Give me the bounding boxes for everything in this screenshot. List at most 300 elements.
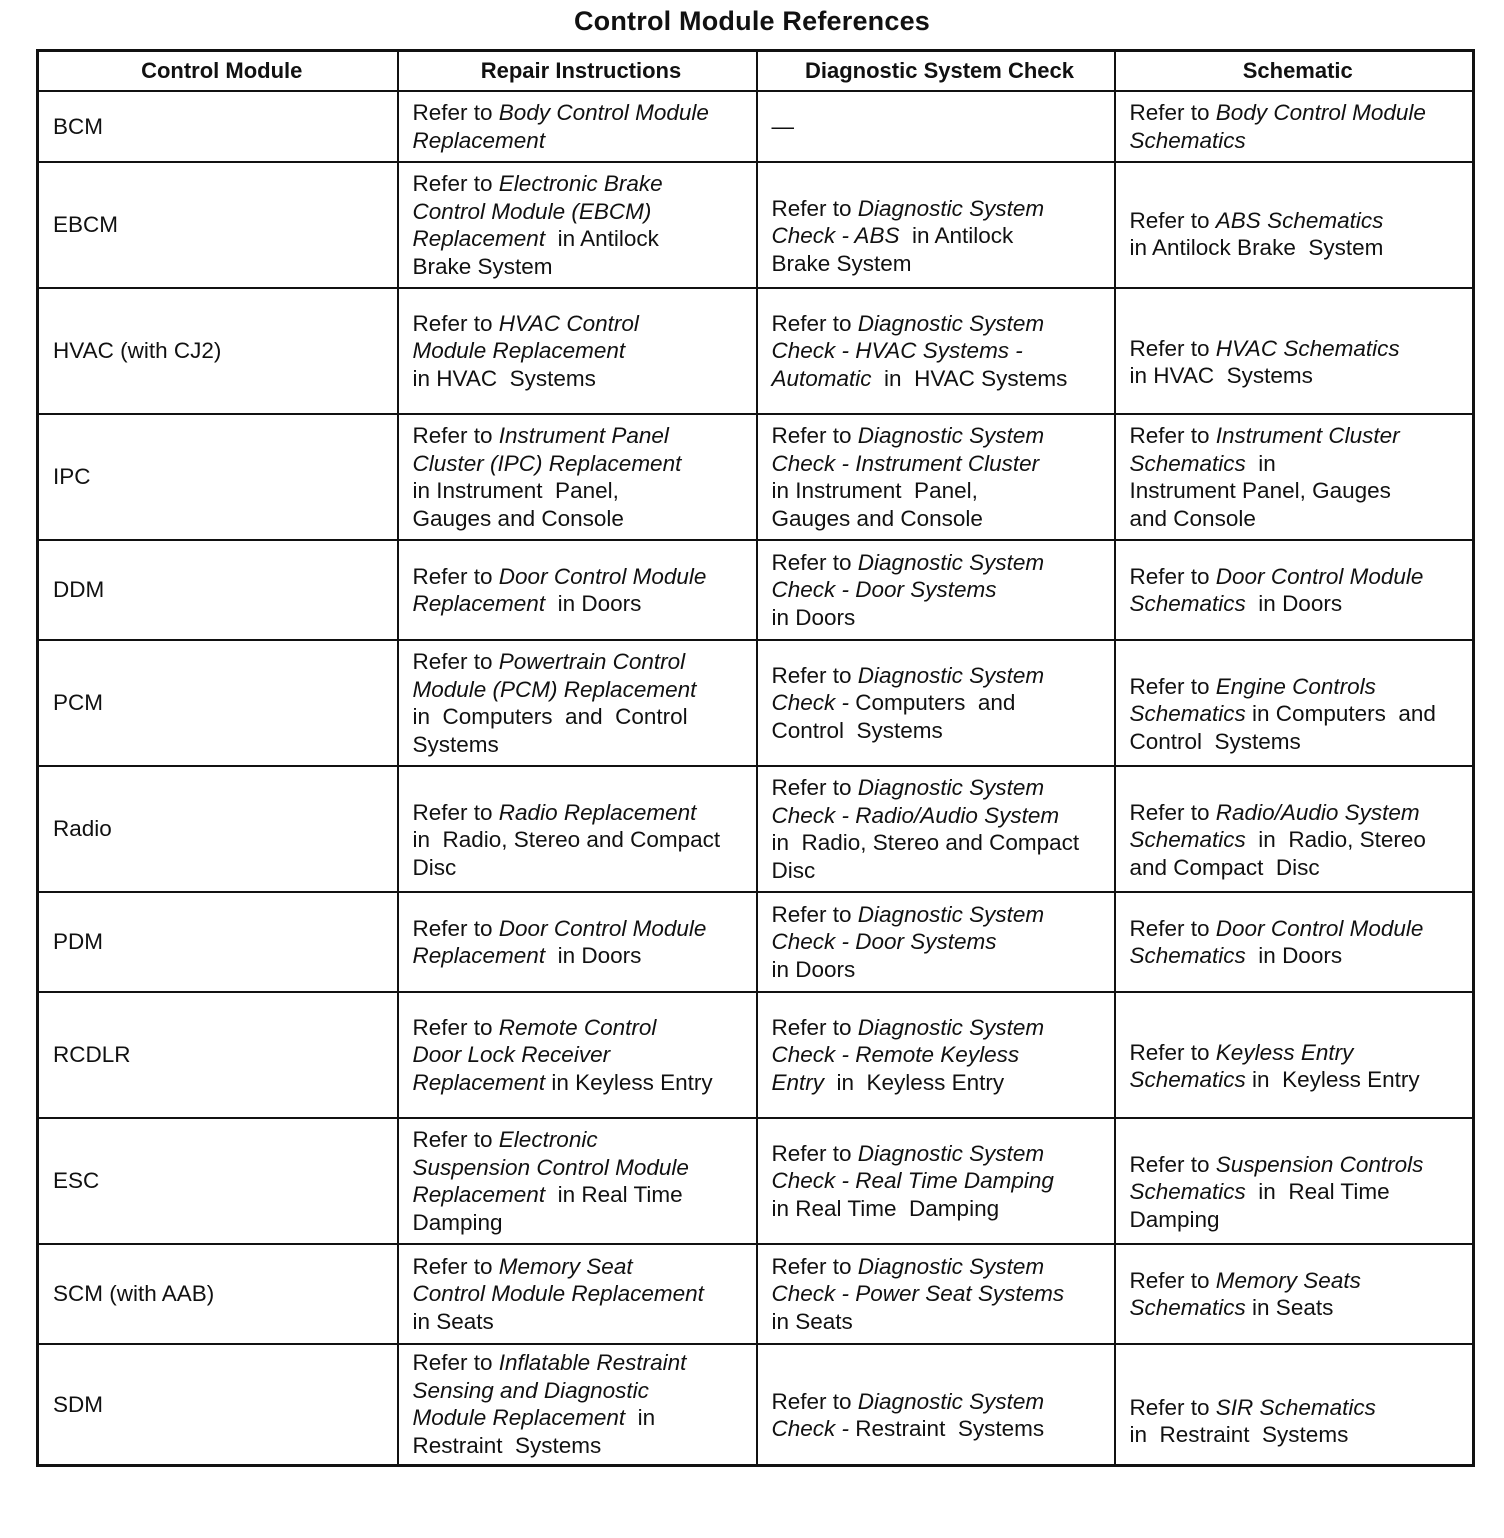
reference-text: Refer to bbox=[412, 1127, 499, 1152]
reference-title: Automatic bbox=[771, 365, 872, 391]
table-row bbox=[38, 1344, 1474, 1465]
reference-text: in Real Time bbox=[1245, 1179, 1390, 1205]
diagnostic-check-cell-line bbox=[772, 422, 1108, 450]
reference-title: Check - HVAC Systems - bbox=[771, 338, 1023, 364]
reference-text: in Radio, Stereo and Compact bbox=[771, 830, 1080, 855]
repair-instructions-cell-line bbox=[413, 365, 750, 393]
control-module-cell: EBCM bbox=[38, 162, 398, 288]
schematic-cell bbox=[1115, 766, 1474, 892]
table-row bbox=[38, 288, 1474, 414]
table-row bbox=[38, 766, 1474, 892]
repair-instructions-cell-line bbox=[413, 1069, 750, 1097]
diagnostic-check-cell bbox=[757, 162, 1115, 288]
schematic-cell-line bbox=[1130, 1039, 1467, 1067]
diagnostic-check-cell-line bbox=[772, 1069, 1108, 1097]
repair-instructions-cell-line bbox=[413, 422, 750, 450]
reference-text: Refer to bbox=[412, 100, 499, 125]
schematic-cell-line bbox=[1130, 1294, 1467, 1322]
reference-title: Check - bbox=[771, 1416, 856, 1442]
reference-title: ABS Schematics bbox=[1215, 207, 1384, 233]
repair-instructions-cell-line bbox=[413, 127, 750, 155]
reference-text: Refer to bbox=[412, 563, 499, 589]
repair-instructions-cell-line bbox=[413, 198, 750, 226]
reference-title: Replacement bbox=[412, 226, 546, 251]
reference-title: Engine Controls bbox=[1215, 673, 1376, 699]
reference-text: Refer to bbox=[412, 1253, 499, 1279]
header-schematic: Schematic bbox=[1115, 51, 1474, 92]
schematic-cell bbox=[1115, 992, 1474, 1118]
schematic-cell-line bbox=[1130, 127, 1467, 155]
reference-title: Replacement bbox=[412, 127, 546, 153]
reference-title: Diagnostic System bbox=[857, 901, 1045, 927]
reference-text: Refer to bbox=[412, 310, 499, 336]
reference-title: Inflatable Restraint bbox=[498, 1350, 687, 1376]
reference-text: in Keyless Entry bbox=[824, 1069, 1005, 1095]
reference-title: Replacement bbox=[412, 1069, 546, 1095]
schematic-cell bbox=[1115, 1244, 1474, 1344]
reference-title: Replacement bbox=[412, 943, 546, 968]
reference-text: Refer to bbox=[1129, 563, 1216, 589]
schematic-cell-line bbox=[1130, 942, 1467, 970]
schematic-cell bbox=[1115, 640, 1474, 766]
reference-text: Refer to bbox=[771, 901, 858, 927]
reference-title: Module (PCM) Replacement bbox=[412, 676, 697, 702]
repair-instructions-cell bbox=[398, 1244, 757, 1344]
diagnostic-check-cell bbox=[757, 1244, 1115, 1344]
control-module-cell: ESC bbox=[38, 1118, 398, 1244]
reference-text: in Instrument Panel, bbox=[771, 478, 978, 503]
reference-title: Body Control Module bbox=[498, 100, 709, 125]
diagnostic-check-cell-line bbox=[772, 901, 1108, 929]
reference-title: Schematics bbox=[1129, 1295, 1246, 1320]
reference-title: Electronic bbox=[498, 1127, 598, 1152]
repair-instructions-cell-line bbox=[413, 1126, 750, 1154]
reference-text: Refer to bbox=[1129, 799, 1216, 825]
schematic-cell-line bbox=[1130, 207, 1467, 235]
page-title: Control Module References bbox=[573, 6, 931, 36]
diagnostic-check-cell-line bbox=[772, 1014, 1108, 1042]
diagnostic-check-cell-line bbox=[772, 195, 1108, 223]
reference-text: Refer to bbox=[771, 423, 858, 448]
reference-title: Control Module (EBCM) bbox=[412, 198, 652, 224]
reference-title: Door Lock Receiver bbox=[412, 1042, 611, 1068]
schematic-cell bbox=[1115, 288, 1474, 414]
reference-text: Refer to bbox=[412, 649, 499, 674]
diagnostic-check-cell-line bbox=[772, 450, 1108, 478]
reference-text: Refer to bbox=[771, 1014, 858, 1040]
repair-instructions-cell bbox=[398, 288, 757, 414]
schematic-cell-line bbox=[1130, 1267, 1467, 1295]
schematic-cell bbox=[1115, 892, 1474, 992]
reference-title: Diagnostic System bbox=[857, 195, 1045, 221]
reference-text: Refer to bbox=[412, 423, 499, 448]
reference-title: Radio/Audio System bbox=[1215, 799, 1420, 825]
diagnostic-check-cell-line bbox=[772, 1388, 1108, 1416]
reference-title: Memory Seat bbox=[498, 1253, 633, 1279]
repair-instructions-cell-line bbox=[413, 1404, 750, 1432]
reference-title: Memory Seats bbox=[1215, 1267, 1361, 1293]
header-repair-instructions: Repair Instructions bbox=[398, 51, 757, 92]
reference-title: Diagnostic System bbox=[857, 1014, 1045, 1040]
reference-text: in Radio, Stereo bbox=[1245, 827, 1426, 853]
repair-instructions-cell-line bbox=[413, 563, 750, 591]
schematic-cell-line bbox=[1130, 1394, 1467, 1422]
reference-title: Module Replacement bbox=[412, 338, 626, 364]
reference-text: Restraint Systems bbox=[412, 1432, 602, 1458]
reference-title: Diagnostic System bbox=[857, 549, 1045, 575]
schematic-cell-line bbox=[1130, 673, 1467, 701]
reference-text: Refer to bbox=[1129, 1267, 1216, 1293]
reference-title: Suspension Control Module bbox=[412, 1154, 689, 1180]
table-header-row bbox=[38, 51, 1474, 92]
diagnostic-check-cell bbox=[757, 892, 1115, 992]
reference-text: Refer to bbox=[412, 1014, 499, 1040]
reference-text: Refer to bbox=[771, 1388, 858, 1414]
repair-instructions-cell-line bbox=[413, 676, 750, 704]
reference-text: Gauges and Console bbox=[771, 505, 983, 531]
diagnostic-check-cell-line bbox=[772, 956, 1108, 984]
reference-text: in Antilock bbox=[899, 223, 1014, 249]
table-row bbox=[38, 162, 1474, 288]
diagnostic-check-cell bbox=[757, 1344, 1115, 1465]
reference-text: in Instrument Panel, bbox=[412, 478, 619, 503]
diagnostic-check-cell-placeholder: — bbox=[771, 113, 794, 139]
reference-text: Refer to bbox=[412, 915, 499, 941]
table-row bbox=[38, 1244, 1474, 1344]
schematic-cell-line bbox=[1130, 563, 1467, 591]
table-row bbox=[38, 414, 1474, 540]
reference-text: in Seats bbox=[771, 1308, 853, 1334]
reference-text: Brake System bbox=[771, 250, 912, 276]
reference-text: and Console bbox=[1129, 505, 1256, 531]
diagnostic-check-cell bbox=[757, 1118, 1115, 1244]
reference-title: Diagnostic System bbox=[857, 1388, 1045, 1414]
schematic-cell-line bbox=[1130, 1066, 1467, 1094]
reference-text: Refer to bbox=[771, 662, 858, 688]
reference-title: Keyless Entry bbox=[1215, 1039, 1354, 1065]
control-module-cell: PCM bbox=[38, 640, 398, 766]
schematic-cell-line bbox=[1130, 1151, 1467, 1179]
reference-text: Damping bbox=[1129, 1206, 1220, 1232]
schematic-cell-line bbox=[1130, 450, 1467, 478]
reference-text: Refer to bbox=[771, 1140, 858, 1166]
table-row bbox=[38, 91, 1474, 162]
reference-text: in bbox=[1245, 450, 1276, 476]
reference-text: in Computers and Control bbox=[412, 704, 688, 729]
reference-text: in Keyless Entry bbox=[1245, 1067, 1420, 1092]
reference-title: Diagnostic System bbox=[857, 775, 1045, 800]
reference-title: Door Control Module bbox=[1215, 915, 1424, 941]
reference-text: Disc bbox=[412, 854, 457, 880]
reference-text: Refer to bbox=[771, 549, 858, 575]
reference-text: in Antilock Brake System bbox=[1129, 235, 1384, 260]
control-module-cell: SCM (with AAB) bbox=[38, 1244, 398, 1344]
reference-title: Remote Control bbox=[498, 1014, 657, 1040]
schematic-cell-line bbox=[1130, 362, 1467, 390]
header-control-module: Control Module bbox=[38, 51, 398, 92]
reference-text: Brake System bbox=[412, 253, 553, 279]
table-row bbox=[38, 1118, 1474, 1244]
reference-title: Electronic Brake bbox=[498, 171, 663, 196]
reference-text: in HVAC Systems bbox=[412, 365, 596, 391]
repair-instructions-cell bbox=[398, 162, 757, 288]
reference-text: Instrument Panel, Gauges bbox=[1129, 478, 1391, 503]
reference-title: Check - Door Systems bbox=[771, 577, 997, 603]
repair-instructions-cell-line bbox=[413, 310, 750, 338]
reference-text: in Keyless Entry bbox=[545, 1069, 713, 1095]
repair-instructions-cell-line bbox=[413, 1432, 750, 1460]
schematic-cell-line bbox=[1130, 728, 1467, 756]
reference-text: Control Systems bbox=[1129, 728, 1301, 754]
reference-title: Schematics bbox=[1129, 127, 1246, 153]
schematic-cell bbox=[1115, 1118, 1474, 1244]
repair-instructions-cell bbox=[398, 1118, 757, 1244]
reference-title: Schematics bbox=[1129, 943, 1246, 968]
reference-title: Entry bbox=[771, 1069, 825, 1095]
diagnostic-check-cell-line bbox=[772, 337, 1108, 365]
reference-title: Instrument Cluster bbox=[1215, 423, 1400, 448]
reference-text: Damping bbox=[412, 1209, 503, 1235]
reference-title: Instrument Panel bbox=[498, 423, 669, 448]
reference-text: Refer to bbox=[771, 195, 858, 221]
schematic-cell bbox=[1115, 1344, 1474, 1465]
diagnostic-check-cell-line bbox=[772, 576, 1108, 604]
diagnostic-check-cell-line bbox=[772, 1253, 1108, 1281]
diagnostic-check-cell-line bbox=[772, 1167, 1108, 1195]
reference-title: HVAC Schematics bbox=[1215, 335, 1400, 361]
diagnostic-check-cell bbox=[757, 540, 1115, 640]
reference-text: Refer to bbox=[412, 1350, 499, 1376]
reference-title: Check - Radio/Audio System bbox=[771, 802, 1060, 828]
reference-title: Check - bbox=[771, 450, 856, 476]
reference-text: in Antilock bbox=[545, 226, 659, 251]
repair-instructions-cell-line bbox=[413, 915, 750, 943]
reference-title: Door Control Module bbox=[498, 915, 707, 941]
reference-title: Replacement bbox=[412, 1182, 546, 1207]
reference-title: Diagnostic System bbox=[857, 423, 1045, 448]
repair-instructions-cell-line bbox=[413, 225, 750, 253]
reference-title: Control Module Replacement bbox=[412, 1281, 704, 1307]
reference-title: HVAC Control bbox=[498, 310, 639, 336]
diagnostic-check-cell-line bbox=[772, 1308, 1108, 1336]
control-module-cell: IPC bbox=[38, 414, 398, 540]
header-diagnostic-system-check: Diagnostic System Check bbox=[757, 51, 1115, 92]
repair-instructions-cell-line bbox=[413, 1209, 750, 1237]
reference-text: in Real Time Damping bbox=[771, 1195, 1000, 1221]
reference-text: Refer to bbox=[1129, 915, 1216, 941]
reference-title: Diagnostic System bbox=[857, 1140, 1045, 1166]
reference-title: Instrument Cluster bbox=[855, 450, 1040, 476]
diagnostic-check-cell-line bbox=[772, 1195, 1108, 1223]
reference-title: Check - Remote Keyless bbox=[771, 1042, 1020, 1068]
reference-title: Check - Power Seat Systems bbox=[771, 1281, 1065, 1307]
reference-text: in Real Time bbox=[545, 1182, 683, 1207]
reference-text: Restraint Systems bbox=[855, 1416, 1045, 1442]
schematic-cell-line bbox=[1130, 700, 1467, 728]
diagnostic-check-cell-line bbox=[772, 1140, 1108, 1168]
reference-text: Disc bbox=[771, 857, 816, 883]
reference-title: Sensing and Diagnostic bbox=[412, 1377, 649, 1403]
reference-text: Computers and bbox=[855, 690, 1016, 716]
reference-title: Suspension Controls bbox=[1215, 1151, 1424, 1177]
diagnostic-check-cell bbox=[757, 91, 1115, 162]
reference-title: Radio Replacement bbox=[498, 799, 697, 825]
reference-text: in Seats bbox=[412, 1308, 494, 1334]
reference-title: SIR Schematics bbox=[1215, 1394, 1376, 1420]
repair-instructions-cell bbox=[398, 640, 757, 766]
control-module-cell: Radio bbox=[38, 766, 398, 892]
reference-text: Gauges and Console bbox=[412, 505, 624, 531]
reference-text: Refer to bbox=[1129, 207, 1216, 233]
repair-instructions-cell bbox=[398, 540, 757, 640]
reference-text: in Radio, Stereo and Compact bbox=[412, 827, 721, 853]
repair-instructions-cell bbox=[398, 766, 757, 892]
reference-text: in HVAC Systems bbox=[1129, 363, 1313, 388]
reference-title: Module Replacement bbox=[412, 1405, 626, 1431]
table-row bbox=[38, 640, 1474, 766]
diagnostic-check-cell bbox=[757, 414, 1115, 540]
repair-instructions-cell-line bbox=[413, 648, 750, 676]
repair-instructions-cell-line bbox=[413, 703, 750, 731]
repair-instructions-cell bbox=[398, 91, 757, 162]
reference-text: Refer to bbox=[412, 171, 499, 196]
repair-instructions-cell-line bbox=[413, 942, 750, 970]
schematic-cell-line bbox=[1130, 915, 1467, 943]
repair-instructions-cell-line bbox=[413, 854, 750, 882]
table-row bbox=[38, 992, 1474, 1118]
reference-text: in Doors bbox=[771, 956, 856, 982]
diagnostic-check-cell bbox=[757, 992, 1115, 1118]
reference-title: Schematics bbox=[1129, 701, 1246, 727]
diagnostic-check-cell bbox=[757, 640, 1115, 766]
schematic-cell-line bbox=[1130, 854, 1467, 882]
repair-instructions-cell-line bbox=[413, 477, 750, 505]
diagnostic-check-cell-line bbox=[772, 774, 1108, 802]
repair-instructions-cell bbox=[398, 1344, 757, 1465]
reference-text: in Seats bbox=[1245, 1295, 1334, 1320]
reference-text: Refer to bbox=[771, 1253, 858, 1279]
control-module-cell: RCDLR bbox=[38, 992, 398, 1118]
reference-text: in HVAC Systems bbox=[871, 365, 1068, 391]
repair-instructions-cell-line bbox=[413, 1253, 750, 1281]
reference-text: in Doors bbox=[1245, 591, 1343, 616]
control-module-cell: SDM bbox=[38, 1344, 398, 1465]
reference-text: in Restraint Systems bbox=[1129, 1422, 1349, 1448]
reference-title: Diagnostic System bbox=[857, 662, 1045, 688]
reference-title: Schematics bbox=[1129, 450, 1246, 476]
diagnostic-check-cell-line bbox=[772, 365, 1108, 393]
reference-title: Diagnostic System bbox=[857, 310, 1045, 336]
reference-text: Refer to bbox=[1129, 673, 1216, 699]
schematic-cell-line bbox=[1130, 234, 1467, 262]
table-row bbox=[38, 892, 1474, 992]
diagnostic-check-cell-line bbox=[772, 222, 1108, 250]
diagnostic-check-cell-line bbox=[772, 857, 1108, 885]
diagnostic-check-cell-line bbox=[772, 1415, 1108, 1443]
diagnostic-check-cell-line bbox=[772, 829, 1108, 857]
schematic-cell-line bbox=[1130, 477, 1467, 505]
schematic-cell-line bbox=[1130, 826, 1467, 854]
control-module-cell: BCM bbox=[38, 91, 398, 162]
reference-text: Refer to bbox=[1129, 1151, 1216, 1177]
schematic-cell bbox=[1115, 414, 1474, 540]
repair-instructions-cell-line bbox=[413, 505, 750, 533]
repair-instructions-cell-line bbox=[413, 590, 750, 618]
repair-instructions-cell-line bbox=[413, 337, 750, 365]
repair-instructions-cell bbox=[398, 414, 757, 540]
reference-text: Control Systems bbox=[771, 717, 943, 743]
diagnostic-check-cell-line bbox=[772, 505, 1108, 533]
reference-title: Check - Door Systems bbox=[771, 929, 997, 955]
schematic-cell bbox=[1115, 91, 1474, 162]
schematic-cell-line bbox=[1130, 422, 1467, 450]
reference-text: in Computers and bbox=[1245, 701, 1436, 727]
diagnostic-check-cell-line bbox=[772, 477, 1108, 505]
diagnostic-check-cell-line bbox=[772, 928, 1108, 956]
diagnostic-check-cell-line bbox=[772, 604, 1108, 632]
schematic-cell-line bbox=[1130, 99, 1467, 127]
reference-text: and Compact Disc bbox=[1129, 854, 1320, 880]
schematic-cell bbox=[1115, 540, 1474, 640]
reference-title: Schematics bbox=[1129, 1067, 1246, 1092]
control-module-cell: DDM bbox=[38, 540, 398, 640]
diagnostic-check-cell-line bbox=[772, 310, 1108, 338]
reference-title: Diagnostic System bbox=[857, 1253, 1045, 1279]
reference-title: Check - ABS bbox=[771, 223, 900, 249]
reference-title: Check - bbox=[771, 690, 856, 716]
repair-instructions-cell-line bbox=[413, 450, 750, 478]
reference-text: Systems bbox=[412, 731, 499, 757]
diagnostic-check-cell-line bbox=[772, 1280, 1108, 1308]
reference-title: Door Control Module bbox=[498, 563, 707, 589]
reference-text: Refer to bbox=[1129, 1394, 1216, 1420]
schematic-cell bbox=[1115, 162, 1474, 288]
table-row bbox=[38, 540, 1474, 640]
diagnostic-check-cell bbox=[757, 766, 1115, 892]
repair-instructions-cell-line bbox=[413, 99, 750, 127]
repair-instructions-cell-line bbox=[413, 1308, 750, 1336]
schematic-cell-line bbox=[1130, 799, 1467, 827]
repair-instructions-cell-line bbox=[413, 1377, 750, 1405]
reference-title: Powertrain Control bbox=[498, 649, 686, 674]
repair-instructions-cell-line bbox=[413, 1014, 750, 1042]
reference-text: Refer to bbox=[1129, 1039, 1216, 1065]
table-body bbox=[38, 91, 1474, 1465]
schematic-cell-line bbox=[1130, 590, 1467, 618]
repair-instructions-cell-line bbox=[413, 1154, 750, 1182]
reference-text: Refer to bbox=[1129, 335, 1216, 361]
schematic-cell-line bbox=[1130, 1178, 1467, 1206]
reference-text: Refer to bbox=[771, 310, 858, 336]
schematic-cell-line bbox=[1130, 1206, 1467, 1234]
reference-text: Refer to bbox=[412, 799, 499, 825]
repair-instructions-cell-line bbox=[413, 826, 750, 854]
reference-title: Replacement bbox=[412, 591, 546, 616]
diagnostic-check-cell-line bbox=[772, 549, 1108, 577]
repair-instructions-cell bbox=[398, 892, 757, 992]
reference-title: Body Control Module bbox=[1215, 100, 1426, 125]
reference-title: Schematics bbox=[1129, 1179, 1246, 1205]
reference-title: Check - Real Time Damping bbox=[771, 1168, 1054, 1194]
reference-text: Refer to bbox=[771, 775, 858, 800]
control-module-cell: HVAC (with CJ2) bbox=[38, 288, 398, 414]
repair-instructions-cell-line bbox=[413, 731, 750, 759]
reference-text: in Doors bbox=[1245, 943, 1343, 968]
repair-instructions-cell bbox=[398, 992, 757, 1118]
repair-instructions-cell-line bbox=[413, 1349, 750, 1377]
control-module-references-table bbox=[36, 49, 1475, 1467]
reference-title: Cluster (IPC) Replacement bbox=[412, 450, 682, 476]
